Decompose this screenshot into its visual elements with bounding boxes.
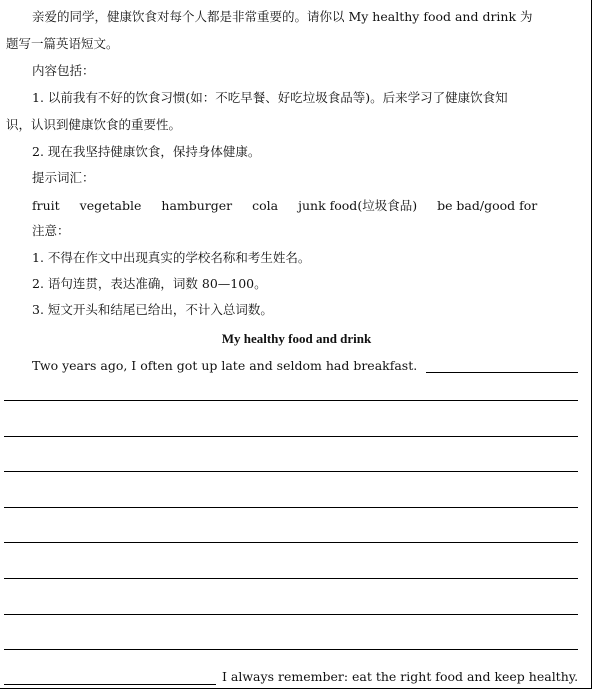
content-point-1-line-1: 1. 以前我有不好的饮食习惯(如：不吃早餐、好吃垃圾食品等)。后来学习了健康饮食知 (32, 90, 508, 105)
writing-line[interactable] (4, 614, 578, 615)
writing-line[interactable] (4, 471, 578, 472)
hint-word: be bad/good for (437, 198, 538, 213)
hint-words (32, 196, 553, 214)
hint-label: 提示词汇： (32, 170, 95, 185)
note-2: 2. 语句连贯，表达准确，词数 80—100。 (32, 276, 267, 291)
writing-line[interactable] (4, 649, 578, 650)
hint-word: hamburger (161, 198, 233, 213)
hint-word: vegetable (79, 198, 142, 213)
notes-label: 注意： (32, 223, 70, 238)
content-label: 内容包括： (32, 63, 95, 78)
hint-word: fruit (32, 198, 60, 213)
writing-line-last[interactable] (4, 684, 216, 685)
writing-line[interactable] (4, 578, 578, 579)
writing-line[interactable] (4, 542, 578, 543)
essay-opening: Two years ago, I often got up late and seldom had breakfast. (32, 358, 418, 373)
writing-line[interactable] (4, 400, 578, 401)
hint-word: junk food(垃圾食品) (298, 198, 418, 213)
essay-ending: I always remember: eat the right food and keep healthy. (222, 669, 579, 684)
content-point-2: 2. 现在我坚持健康饮食，保持身体健康。 (32, 144, 261, 159)
hint-word: cola (252, 198, 279, 213)
note-1: 1. 不得在作文中出现真实的学校名称和考生姓名。 (32, 250, 311, 265)
writing-line[interactable] (4, 507, 578, 508)
essay-title: My healthy food and drink (221, 331, 372, 346)
note-3: 3. 短文开头和结尾已给出，不计入总词数。 (32, 302, 273, 317)
writing-line[interactable] (4, 436, 578, 437)
instruction-line-1: 亲爱的同学，健康饮食对每个人都是非常重要的。请你以 My healthy food and drink 为 (32, 9, 533, 24)
writing-line-first[interactable] (426, 372, 578, 373)
content-point-1-line-2: 识，认识到健康饮食的重要性。 (6, 117, 182, 132)
instruction-line-2: 题写一篇英语短文。 (6, 36, 119, 51)
